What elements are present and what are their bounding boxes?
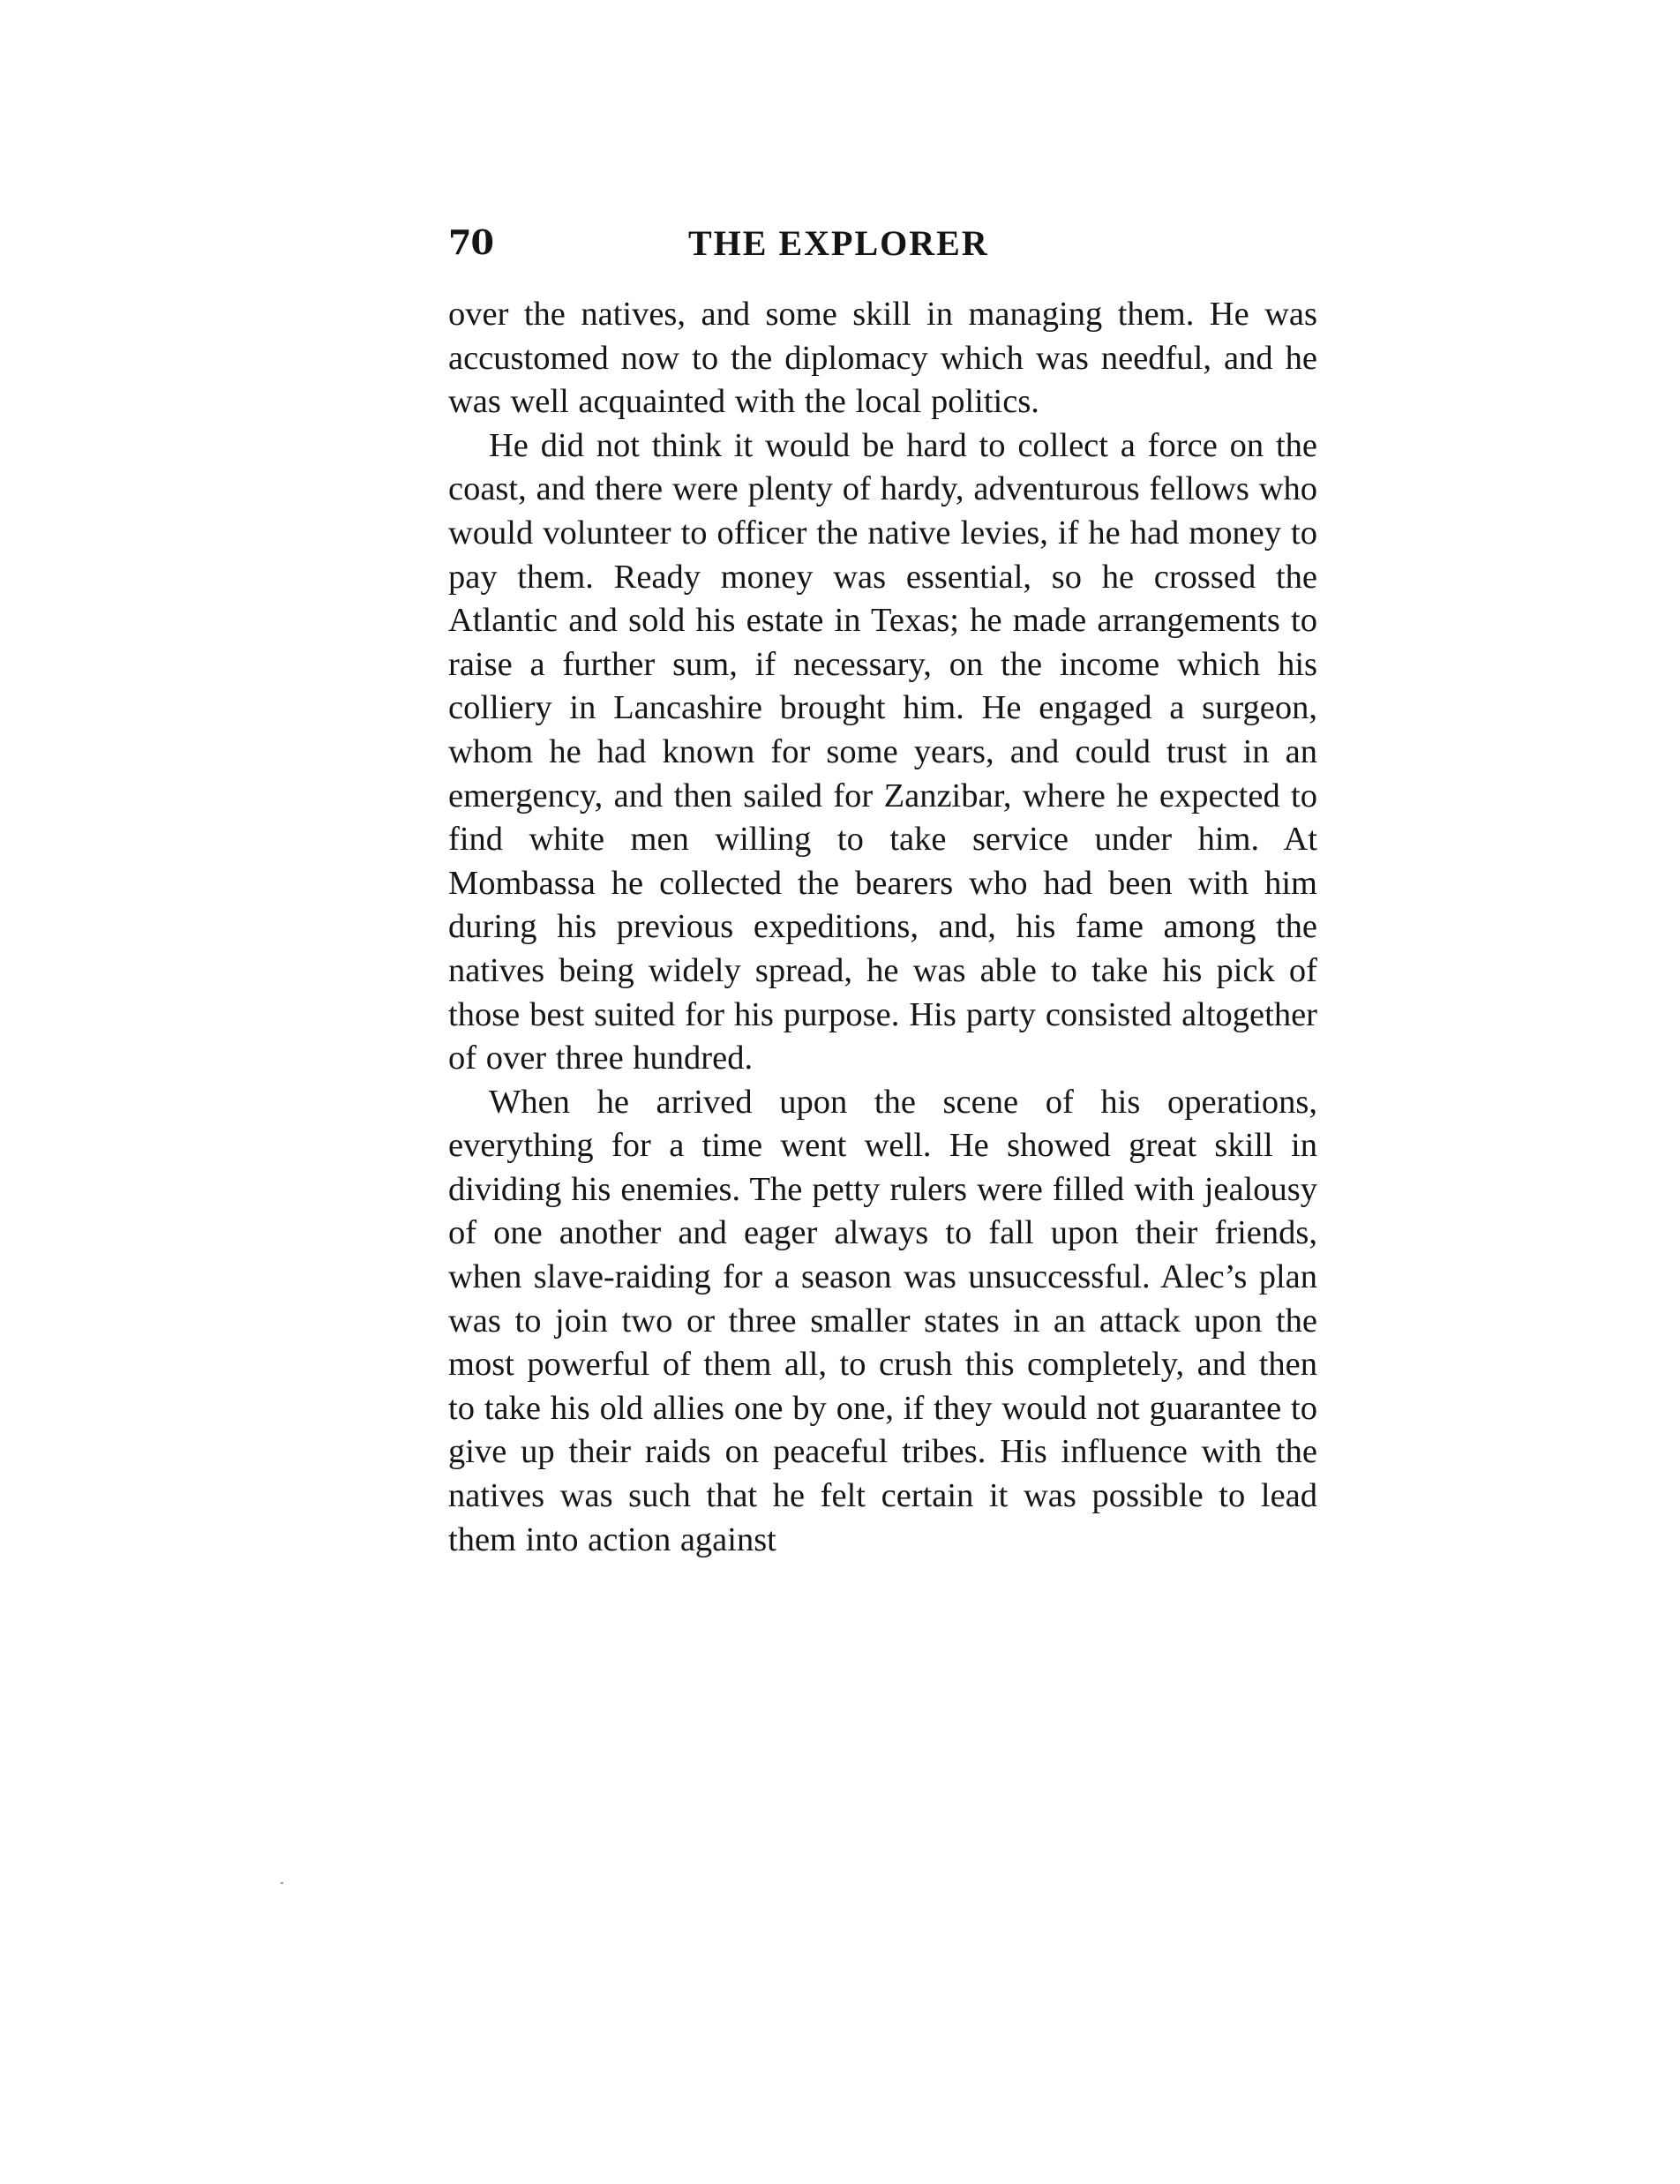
page-header: [448, 222, 1317, 275]
paragraph-3: When he arrived upon the scene of his operations, everything for a time went well. He showed great skill in dividing his enemies. The petty rulers were filled with jealousy of one another and eager always to fall upon their friends, when slave-raiding for a season was unsuccessful. Alec’s plan was to join two or three smaller states in an attack upon the most powerful of them all, to crush this completely, and then to take his old allies one by one, if they would not guarantee to give up their raids on peaceful tribes. His influence with the natives was such that he felt certain it was possible to lead them into action against: [448, 1083, 1317, 1558]
running-title: THE EXPLORER: [688, 223, 989, 263]
paragraph-1: over the natives, and some skill in managing them. He was accustomed now to the diplomacy which was needful, and he was well acquainted with the local politics.: [448, 296, 1317, 421]
paragraph-2: He did not think it would be hard to collect a force on the coast, and there were plenty of hardy, adventurous fellows who would volunteer to officer the native levies, if he had money to pay them. Ready money was essential, so he crossed the Atlantic and sold his estate in Texas; he made arrangements to raise a further sum, if necessary, on the income which his colliery in Lancashire brought him. He engaged a surgeon, whom he had known for some years, and could trust in an emergency, and then sailed for Zanzibar, where he expected to find white men willing to take service under him. At Mombassa he collected the bearers who had been with him during his previous expeditions, and, his fame among the natives being widely spread, he was able to take his pick of those best suited for his purpose. His party consisted altogether of over three hundred.: [448, 426, 1317, 1077]
page-number: 70: [448, 222, 493, 262]
scan-speck: [281, 1882, 283, 1884]
body-text: [448, 293, 1317, 1562]
